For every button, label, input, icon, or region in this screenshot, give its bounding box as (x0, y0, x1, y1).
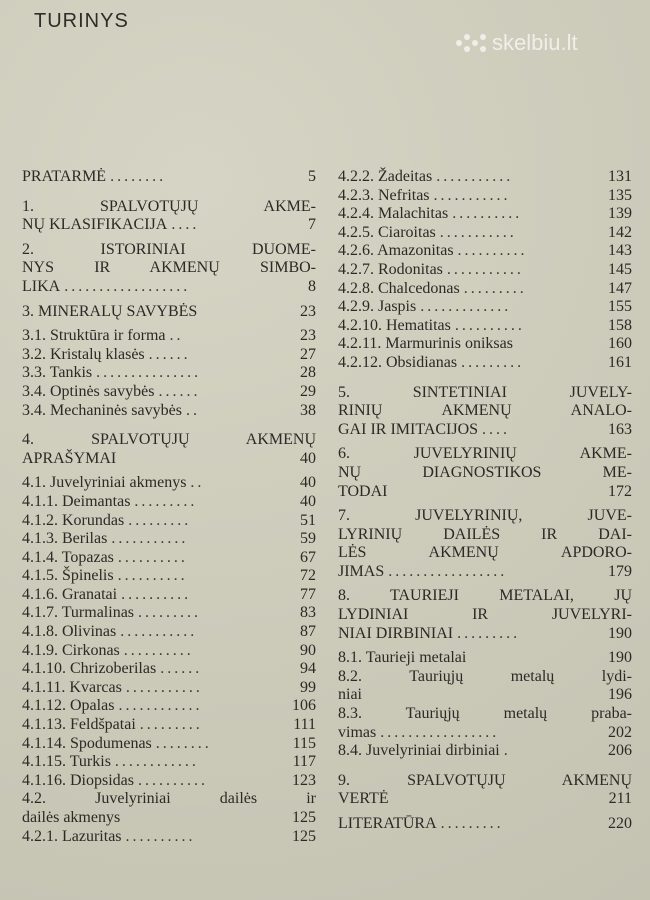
toc-dot-leader: .......... (121, 585, 192, 603)
toc-dot-leader: .......... (454, 316, 525, 334)
toc-entry-title: NYS IR AKMENŲ SIMBO- (22, 259, 316, 277)
toc-page-number: 29 (300, 382, 316, 400)
toc-page-number: 211 (608, 790, 632, 808)
toc-entry (22, 735, 316, 754)
toc-entry-title: RINIŲ AKMENŲ ANALO- (338, 402, 632, 420)
toc-entry (22, 198, 316, 235)
toc-entry (338, 335, 632, 354)
toc-entry-title: vimas (338, 723, 377, 741)
toc-page-number: 160 (608, 335, 632, 353)
toc-page-number: 172 (608, 482, 632, 500)
toc-page-number: 59 (300, 530, 316, 548)
toc-entry-title: 9. SPALVOTŲJŲ AKMENŲ (338, 771, 632, 789)
toc-entry-title: 3.2. Kristalų klasės (22, 345, 145, 363)
toc-entry-title: PRATARMĖ (22, 168, 107, 185)
watermark-logo (456, 30, 578, 56)
toc-entry-title: NIAI DIRBINIAI (338, 624, 454, 642)
toc-entry (22, 623, 316, 642)
entry-spacer (338, 761, 632, 772)
dots-logo-icon (456, 32, 486, 54)
toc-page-number: 23 (300, 302, 316, 320)
toc-entry-title: 8.3. Tauriųjų metalų praba- (338, 705, 632, 723)
toc-entry (338, 587, 632, 643)
toc-entry (338, 168, 632, 187)
toc-page-number: 72 (300, 567, 316, 585)
toc-page-number: 131 (608, 168, 632, 185)
toc-entry (22, 604, 316, 623)
toc-entry-title: 4.2.12. Obsidianas (338, 353, 458, 371)
toc-entry-title: NŲ KLASIFIKACIJA (22, 216, 168, 234)
toc-page-number: 94 (300, 660, 316, 678)
toc-entry (22, 697, 316, 716)
toc-entry-title: 3.4. Optinės savybės (22, 382, 155, 400)
toc-page-number: 158 (608, 316, 632, 334)
toc-left-column (22, 168, 316, 846)
toc-entry (338, 224, 632, 243)
toc-entry (22, 364, 316, 383)
toc-page-number: 123 (292, 771, 316, 789)
toc-entry-title: niai (338, 686, 362, 704)
toc-entry (22, 642, 316, 661)
entry-spacer (338, 373, 632, 384)
toc-entry (338, 668, 632, 705)
toc-dot-leader: ........ (155, 734, 212, 752)
toc-dot-leader: ......... (457, 624, 521, 642)
toc-entry (22, 303, 316, 322)
toc-dot-leader: ........... (446, 260, 524, 278)
toc-entry-title: VERTĖ (338, 790, 389, 808)
toc-entry-title: 4.1. Juvelyriniai akmenys (22, 474, 187, 492)
toc-dot-leader: ......... (461, 353, 525, 371)
toc-entry (22, 346, 316, 365)
toc-entry (338, 298, 632, 317)
toc-entry (22, 828, 316, 847)
toc-entry (338, 772, 632, 809)
toc-dot-leader: ........... (436, 168, 514, 185)
toc-page-number: 38 (300, 401, 316, 419)
toc-entry-title: LYRINIŲ DAILĖS IR DAI- (338, 525, 632, 543)
toc-entry-title: 8.4. Juvelyriniai dirbiniai (338, 742, 500, 760)
toc-entry-title: 4.2.8. Chalcedonas (338, 279, 460, 297)
toc-entry-title: 4.1.5. Špinelis (22, 567, 114, 585)
toc-entry (338, 205, 632, 224)
toc-page-number: 8 (308, 277, 316, 295)
toc-dot-leader: .. (190, 474, 205, 492)
toc-entry-title: 4.2.2. Žadeitas (338, 168, 433, 185)
toc-page-number: 87 (300, 623, 316, 641)
toc-page-number: 99 (300, 678, 316, 696)
toc-right-column (338, 168, 632, 834)
toc-page-number: 28 (300, 364, 316, 382)
toc-page-number: 135 (608, 186, 632, 204)
toc-entry (22, 474, 316, 493)
toc-entry-title: 4.2.9. Jaspis (338, 298, 417, 316)
toc-entry (22, 586, 316, 605)
toc-dot-leader: ........... (125, 678, 203, 696)
toc-entry-title: 7. JUVELYRINIŲ, JUVE- (338, 507, 632, 525)
toc-entry-title: 8.1. Taurieji metalai (338, 649, 467, 667)
toc-dot-leader: ............ (118, 697, 203, 715)
toc-entry-title: APRAŠYMAI (22, 449, 117, 467)
toc-entry-title: GAI IR IMITACIJOS (338, 420, 479, 438)
toc-dot-leader: .................. (64, 277, 191, 295)
toc-entry (338, 242, 632, 261)
toc-entry-title: 4.2.6. Amazonitas (338, 242, 454, 260)
toc-entry-title: 3. MINERALŲ SAVYBĖS (22, 302, 198, 320)
toc-page-number: 77 (300, 585, 316, 603)
toc-entry-title: 4.1.9. Cirkonas (22, 641, 120, 659)
toc-page-number: 7 (308, 216, 316, 234)
toc-dot-leader: ........... (433, 186, 511, 204)
watermark-text: skelbiu.lt (492, 30, 578, 55)
toc-page-number: 143 (608, 242, 632, 260)
toc-entry (338, 705, 632, 742)
entry-spacer (22, 187, 316, 198)
toc-entry-title: 4.1.11. Kvarcas (22, 678, 122, 696)
toc-entry (338, 317, 632, 336)
toc-page-number: 5 (308, 168, 316, 185)
toc-page-number: 145 (608, 260, 632, 278)
toc-dot-leader: .......... (138, 771, 208, 789)
toc-entry-title: 2. ISTORINIAI DUOME- (22, 240, 316, 258)
toc-entry (338, 384, 632, 440)
toc-entry (22, 567, 316, 586)
toc-entry-title: LIKA (22, 277, 61, 295)
toc-entry (22, 772, 316, 791)
toc-page-number: 115 (292, 734, 316, 752)
toc-entry-title: 4.2.1. Lazuritas (22, 827, 122, 845)
toc-entry-title: 4.2. Juvelyriniai dailės ir (22, 790, 316, 808)
toc-dot-leader: ......... (440, 815, 504, 832)
toc-entry-title: 1. SPALVOTŲJŲ AKME- (22, 197, 316, 215)
toc-page-number: 23 (300, 327, 316, 345)
toc-entry-title: 4.2.4. Malachitas (338, 205, 449, 223)
toc-entry-title: 3.4. Mechaninės savybės (22, 401, 182, 419)
toc-dot-leader: ...... (158, 382, 201, 400)
toc-page-number: 83 (300, 604, 316, 622)
toc-dot-leader: ...... (160, 660, 203, 678)
toc-entry (22, 790, 316, 827)
toc-entry (22, 660, 316, 679)
toc-entry-title: 3.1. Struktūra ir forma (22, 327, 166, 345)
toc-dot-leader: .......... (125, 827, 196, 845)
toc-entry-title: 4.1.15. Turkis (22, 753, 111, 771)
toc-entry-title: 4.2.5. Ciaroitas (338, 223, 436, 241)
toc-entry (22, 431, 316, 468)
toc-entry (338, 354, 632, 373)
toc-entry-title: dailės akmenys (22, 809, 121, 826)
toc-entry (22, 753, 316, 772)
toc-entry-title: 4.2.3. Nefritas (338, 186, 430, 204)
toc-entry-title: 4.1.8. Olivinas (22, 623, 117, 641)
toc-entry-title: 4.1.4. Topazas (22, 548, 114, 566)
toc-entry (338, 742, 632, 761)
toc-entry-title: TODAI (338, 482, 388, 500)
toc-entry (22, 530, 316, 549)
toc-page-number: 67 (300, 548, 316, 566)
toc-entry-title: 4.1.10. Chrizoberilas (22, 660, 157, 678)
toc-entry-title: 4.1.12. Opalas (22, 697, 115, 715)
toc-entry (22, 679, 316, 698)
toc-page-number: 27 (300, 345, 316, 363)
toc-dot-leader: ................. (388, 562, 508, 580)
toc-page-number: 163 (608, 420, 632, 438)
toc-entry (22, 168, 316, 187)
toc-dot-leader: ........... (439, 223, 517, 241)
toc-entry-title: 4. SPALVOTŲJŲ AKMENŲ (22, 431, 316, 449)
toc-entry (338, 445, 632, 501)
toc-entry-title: 6. JUVELYRINIŲ AKME- (338, 445, 632, 463)
toc-dot-leader: .... (171, 216, 200, 234)
toc-entry-title: LĖS AKMENŲ APDORO- (338, 544, 632, 562)
toc-page-number: 155 (608, 298, 632, 316)
toc-entry-title: 4.2.10. Hematitas (338, 316, 451, 334)
toc-entry-title: 3.3. Tankis (22, 364, 93, 382)
toc-dot-leader: .......... (123, 641, 194, 659)
toc-entry (22, 327, 316, 346)
toc-entry (22, 549, 316, 568)
toc-dot-leader: ........ (110, 168, 167, 185)
toc-entry (338, 507, 632, 581)
toc-page-number: 220 (608, 815, 632, 832)
toc-entry-title: 4.1.3. Berilas (22, 530, 108, 548)
toc-entry (338, 261, 632, 280)
toc-page-number: 161 (608, 353, 632, 371)
toc-dot-leader: ......... (134, 492, 198, 510)
toc-dot-leader: ......... (138, 604, 202, 622)
toc-dot-leader: ........... (120, 623, 198, 641)
toc-dot-leader: ................. (380, 723, 500, 741)
toc-entry-title: 5. SINTETINIAI JUVELY- (338, 383, 632, 401)
toc-entry-title: 4.2.11. Marmurinis oniksas (338, 335, 513, 353)
toc-entry-title: 8.2. Tauriųjų metalų lydi- (338, 667, 632, 685)
toc-page-number: 139 (608, 205, 632, 223)
toc-dot-leader: ............. (420, 298, 512, 316)
toc-dot-leader: . (503, 742, 511, 760)
toc-dot-leader: .......... (457, 242, 528, 260)
toc-entry (22, 241, 316, 297)
toc-entry (338, 187, 632, 206)
toc-entry-title: 4.1.2. Korundas (22, 511, 125, 529)
toc-page-number: 179 (608, 562, 632, 580)
toc-page-number: 125 (292, 827, 316, 845)
toc-page-number: 51 (300, 511, 316, 529)
toc-entry-title: LITERATŪRA (338, 815, 437, 832)
toc-entry-title: JIMAS (338, 562, 385, 580)
toc-dot-leader: .. (185, 401, 200, 419)
toc-dot-leader: ......... (463, 279, 527, 297)
page-title: TURINYS (34, 10, 129, 32)
toc-entry (338, 815, 632, 834)
toc-page-number: 196 (608, 686, 632, 704)
toc-page-number: 147 (608, 279, 632, 297)
toc-entry-title: 4.1.16. Diopsidas (22, 771, 134, 789)
toc-page-number: 206 (608, 742, 632, 760)
toc-entry-title: 4.1.14. Spodumenas (22, 734, 152, 752)
toc-entry-title: LYDINIAI IR JUVELYRI- (338, 606, 632, 624)
toc-entry (338, 649, 632, 668)
toc-entry-title: NŲ DIAGNOSTIKOS ME- (338, 463, 632, 481)
entry-spacer (22, 420, 316, 431)
toc-page-number: 40 (300, 492, 316, 510)
toc-entry-title: 4.1.6. Granatai (22, 585, 118, 603)
toc-page-number: 90 (300, 641, 316, 659)
toc-entry (22, 493, 316, 512)
toc-entry (338, 280, 632, 299)
toc-dot-leader: .. (169, 327, 184, 345)
toc-page-number: 202 (608, 723, 632, 741)
toc-dot-leader: ............ (114, 753, 199, 771)
toc-dot-leader: .......... (452, 205, 523, 223)
toc-entry-title: 4.1.7. Turmalinas (22, 604, 135, 622)
toc-dot-leader: ............... (96, 364, 202, 382)
toc-page-number: 125 (292, 809, 316, 826)
toc-dot-leader: ........... (111, 530, 189, 548)
toc-page-number: 190 (608, 649, 632, 667)
toc-entry (22, 716, 316, 735)
toc-dot-leader: ......... (128, 511, 192, 529)
toc-entry-title: 4.1.13. Feldšpatai (22, 716, 136, 734)
toc-entry-title: 4.2.7. Rodonitas (338, 260, 443, 278)
toc-page-number: 106 (292, 697, 316, 715)
toc-dot-leader: ......... (139, 716, 203, 734)
toc-dot-leader: .......... (117, 548, 188, 566)
toc-dot-leader: ...... (148, 345, 191, 363)
toc-entry-title: 8. TAURIEJI METALAI, JŲ (338, 587, 632, 605)
toc-page-number: 190 (608, 624, 632, 642)
toc-page-number: 40 (300, 449, 316, 467)
toc-page-number: 117 (292, 753, 316, 771)
toc-page-number: 142 (608, 223, 632, 241)
toc-dot-leader: .......... (117, 567, 188, 585)
toc-dot-leader: .... (482, 420, 511, 438)
toc-entry (22, 512, 316, 531)
toc-page-number: 111 (293, 716, 316, 734)
toc-entry (22, 383, 316, 402)
toc-entry-title: 4.1.1. Deimantas (22, 492, 131, 510)
toc-entry (22, 402, 316, 421)
toc-page-number: 40 (300, 474, 316, 492)
